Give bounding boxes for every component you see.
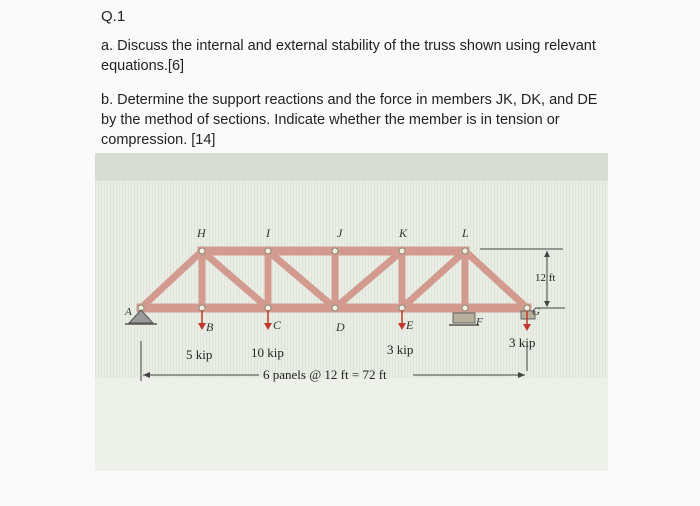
label-joint-A: A <box>125 306 132 318</box>
load-label-E: 3 kip <box>387 342 414 357</box>
joint-J-pin <box>332 248 338 254</box>
joint-H-pin <box>199 248 205 254</box>
span-label: 6 panels @ 12 ft = 72 ft <box>263 367 387 382</box>
load-label-B: 5 kip <box>186 347 213 362</box>
label-joint-J: J <box>337 226 343 240</box>
truss-figure <box>95 153 608 471</box>
label-joint-H: H <box>197 226 206 240</box>
question-part-b: b. Determine the support reactions and the force in members JK, DK, and DE by the method of sections. Indicate whether the member is in tension or compression. [14] <box>101 92 598 148</box>
label-joint-B: B <box>206 320 214 334</box>
label-joint-E: E <box>406 318 414 332</box>
height-label: 12 ft <box>535 272 556 284</box>
joint-G-pin <box>524 305 530 311</box>
load-label-C: 10 kip <box>251 345 284 360</box>
joint-F-pin <box>462 305 468 311</box>
label-joint-D: D <box>336 320 345 334</box>
joint-L-pin <box>462 248 468 254</box>
label-joint-I: I <box>266 226 270 240</box>
label-joint-L: L <box>462 226 469 240</box>
label-joint-F: F <box>476 316 483 328</box>
joint-I-pin <box>265 248 271 254</box>
label-joint-K: K <box>399 226 408 240</box>
photo-dark-band <box>95 153 608 181</box>
question-part-a: a. Discuss the internal and external stability of the truss shown using relevant equations.[6] <box>101 38 596 74</box>
joint-D-pin <box>332 305 338 311</box>
joint-K-pin <box>399 248 405 254</box>
roller-support-F <box>449 313 479 325</box>
question-number: Q.1 <box>101 8 126 25</box>
load-label-G: 3 kip <box>509 335 536 350</box>
label-joint-G: G <box>532 306 540 318</box>
label-joint-C: C <box>273 318 282 332</box>
photo-lower-panel <box>95 378 608 471</box>
